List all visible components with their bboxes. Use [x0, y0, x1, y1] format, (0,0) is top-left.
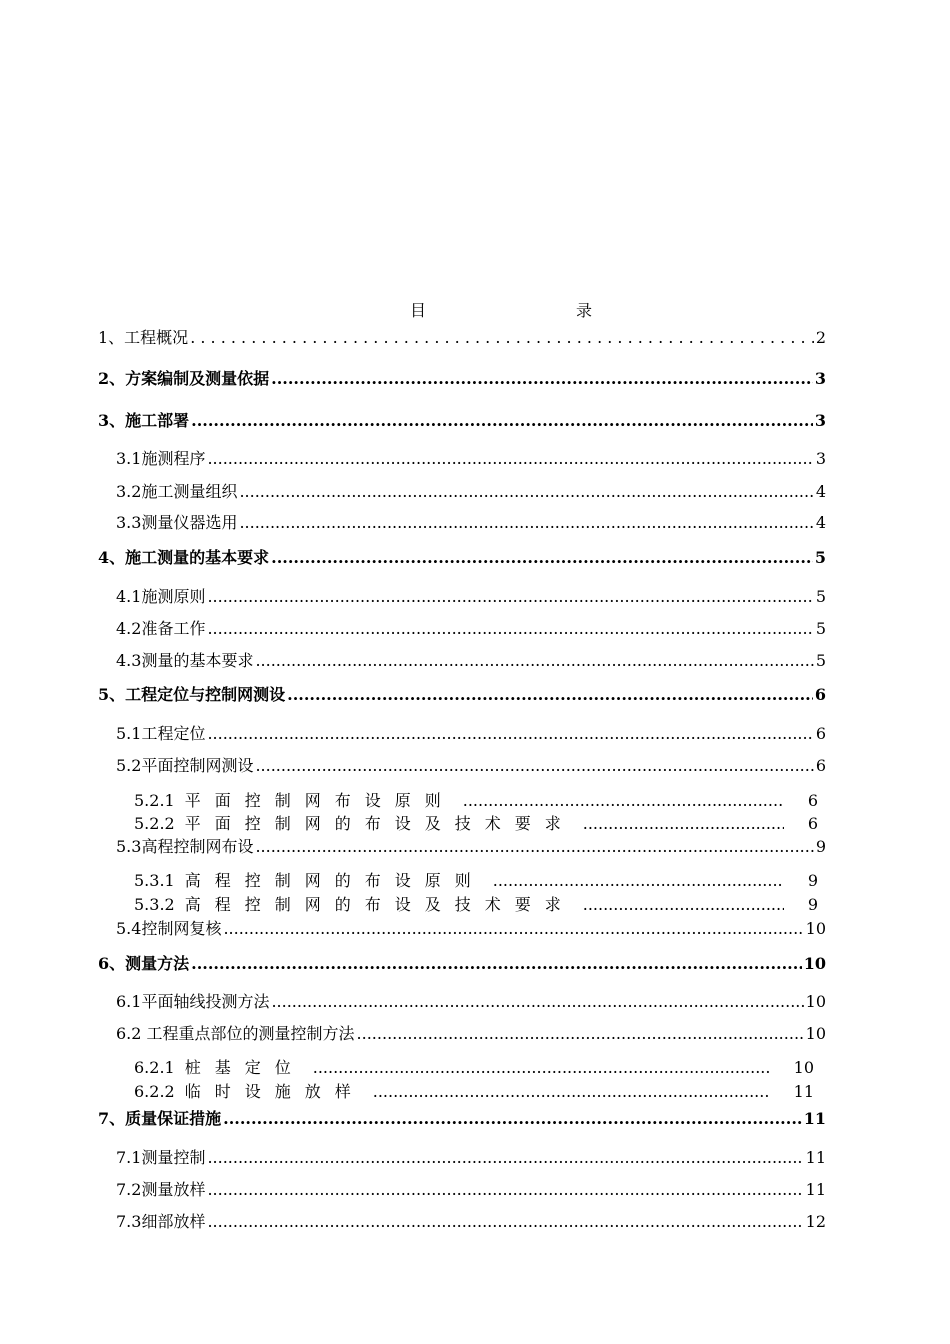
toc-entry-page: 6: [807, 791, 818, 810]
toc-leader: [373, 1082, 770, 1101]
toc-leader: [207, 449, 813, 468]
toc-entry-label: 桩基定位: [184, 1058, 305, 1077]
toc-entry-page: 3: [815, 449, 826, 468]
toc-entry[interactable]: [116, 584, 826, 607]
toc-entry-page: 9: [807, 895, 818, 914]
toc-entry-label: 5.4控制网复核: [116, 919, 222, 938]
toc-leader: [207, 619, 813, 638]
toc-entry-label: 7.1测量控制: [116, 1148, 206, 1167]
toc-leader: [287, 685, 813, 704]
toc-leader: [271, 992, 803, 1011]
toc-entry-label: 7.2测量放样: [116, 1180, 206, 1199]
toc-entry-page: 6: [815, 724, 826, 743]
toc-leader: [207, 1180, 803, 1199]
toc-entry-label: 1、工程概况: [98, 328, 189, 347]
toc-entry[interactable]: [98, 682, 826, 705]
toc-entry-number: 6.2.1: [134, 1058, 175, 1077]
toc-entry-label: 4.1施测原则: [116, 587, 206, 606]
toc-leader: [190, 328, 814, 347]
toc-title-left: 目: [410, 301, 427, 320]
toc-entry[interactable]: [116, 916, 826, 939]
toc-leader: [207, 1212, 803, 1231]
toc-entry-label: 5.3高程控制网布设: [116, 837, 254, 856]
toc-entry[interactable]: [134, 868, 818, 891]
toc-entry-label: 5.1工程定位: [116, 724, 206, 743]
toc-entry-page: 10: [805, 919, 826, 938]
toc-entry[interactable]: [116, 1209, 826, 1232]
toc-entry-number: 5.2.2: [134, 814, 175, 833]
toc-entry-page: 10: [803, 954, 826, 973]
toc-entry[interactable]: [98, 1106, 826, 1129]
toc-leader: [271, 369, 813, 388]
toc-entry[interactable]: [98, 325, 826, 348]
toc-entry-page: 5: [815, 587, 826, 606]
toc-entry-page: 11: [805, 1148, 826, 1167]
toc-entry-page: 9: [815, 837, 826, 856]
toc-entry[interactable]: [116, 1177, 826, 1200]
toc-entry[interactable]: [134, 811, 818, 834]
toc-entry[interactable]: [116, 1021, 826, 1044]
toc-leader: [255, 651, 813, 670]
toc-entry[interactable]: [134, 1079, 814, 1102]
toc-leader: [223, 1109, 802, 1128]
toc-entry-label: 7、质量保证措施: [98, 1109, 222, 1128]
toc-entry-number: 6.2.2: [134, 1082, 175, 1101]
toc-entry-label: 4.2准备工作: [116, 619, 206, 638]
toc-entry[interactable]: [98, 366, 826, 389]
toc-leader: [207, 587, 813, 606]
toc-entry-page: 4: [815, 482, 826, 501]
toc-leader: [357, 1024, 804, 1043]
toc-leader: [239, 513, 813, 532]
toc-entry-label: 6、测量方法: [98, 954, 190, 973]
toc-entry-page: 6: [815, 756, 826, 775]
toc-entry-label: 3、施工部署: [98, 411, 190, 430]
toc-entry-page: 10: [793, 1058, 814, 1077]
toc-entry-page: 5: [814, 548, 826, 567]
toc-leader: [583, 895, 784, 914]
toc-entry-label: 5.2平面控制网测设: [116, 756, 254, 775]
toc-leader: [255, 756, 813, 775]
toc-leader: [463, 791, 784, 810]
toc-entry-number: 5.2.1: [134, 791, 175, 810]
toc-entry-label: 6.1平面轴线投测方法: [116, 992, 270, 1011]
toc-entry-number: 5.3.2: [134, 895, 175, 914]
toc-entry[interactable]: [116, 510, 826, 533]
toc-entry-label: 3.2施工测量组织: [116, 482, 238, 501]
toc-entry-label: 6.2 工程重点部位的测量控制方法: [116, 1024, 355, 1043]
toc-entry-page: 12: [805, 1212, 826, 1231]
toc-entry-label: 临时设施放样: [184, 1082, 365, 1101]
toc-entry[interactable]: [116, 446, 826, 469]
toc-entry-number: 5.3.1: [134, 871, 175, 890]
toc-entry-page: 4: [815, 513, 826, 532]
toc-entry-label: 平面控制网布设原则: [184, 791, 455, 810]
toc-entry-label: 高程控制网的布设原则: [184, 871, 485, 890]
toc-leader: [583, 814, 784, 833]
toc-entry[interactable]: [98, 545, 826, 568]
toc-entry[interactable]: [134, 1055, 814, 1078]
toc-entry[interactable]: [116, 1145, 826, 1168]
toc-entry-label: 2、方案编制及测量依据: [98, 369, 270, 388]
toc-entry-page: 10: [805, 1024, 826, 1043]
toc-leader: [191, 954, 802, 973]
toc-leader: [313, 1058, 770, 1077]
toc-entry[interactable]: [116, 989, 826, 1012]
toc-leader: [207, 1148, 803, 1167]
toc-entry[interactable]: [134, 788, 818, 811]
toc-entry-page: 9: [807, 871, 818, 890]
toc-leader: [191, 411, 813, 430]
toc-leader: [493, 871, 784, 890]
toc-entry-label: 平面控制网的布设及技术要求: [184, 814, 575, 833]
toc-entry-page: 3: [814, 369, 826, 388]
toc-entry[interactable]: [116, 648, 826, 671]
toc-entry[interactable]: [98, 408, 826, 431]
toc-entry[interactable]: [98, 951, 826, 974]
toc-entry-page: 11: [805, 1180, 826, 1199]
toc-entry[interactable]: [116, 753, 826, 776]
toc-entry-page: 10: [805, 992, 826, 1011]
toc-title-right: 录: [576, 301, 593, 320]
toc-entry-page: 6: [814, 685, 826, 704]
toc-entry-label: 高程控制网的布设及技术要求: [184, 895, 575, 914]
toc-leader: [271, 548, 813, 567]
toc-entry-label: 5、工程定位与控制网测设: [98, 685, 286, 704]
toc-entry[interactable]: [116, 479, 826, 502]
toc-entry-page: 11: [793, 1082, 814, 1101]
toc-leader: [223, 919, 803, 938]
toc-leader: [239, 482, 813, 501]
toc-title: [0, 298, 950, 322]
toc-entry-label: 3.3测量仪器选用: [116, 513, 238, 532]
toc-entry-page: 11: [803, 1109, 826, 1128]
toc-leader: [207, 724, 813, 743]
toc-entry[interactable]: [134, 892, 818, 915]
toc-entry-page: 6: [807, 814, 818, 833]
toc-entry-label: 3.1施测程序: [116, 449, 206, 468]
toc-entry-label: 7.3细部放样: [116, 1212, 206, 1231]
toc-entry-page: 2: [815, 328, 826, 347]
toc-entry-page: 3: [814, 411, 826, 430]
toc-entry-page: 5: [815, 651, 826, 670]
toc-leader: [255, 837, 813, 856]
toc-entry-label: 4.3测量的基本要求: [116, 651, 254, 670]
toc-entry[interactable]: [116, 721, 826, 744]
toc-entry[interactable]: [116, 834, 826, 857]
toc-entry-page: 5: [815, 619, 826, 638]
toc-entry[interactable]: [116, 616, 826, 639]
toc-entry-label: 4、施工测量的基本要求: [98, 548, 270, 567]
